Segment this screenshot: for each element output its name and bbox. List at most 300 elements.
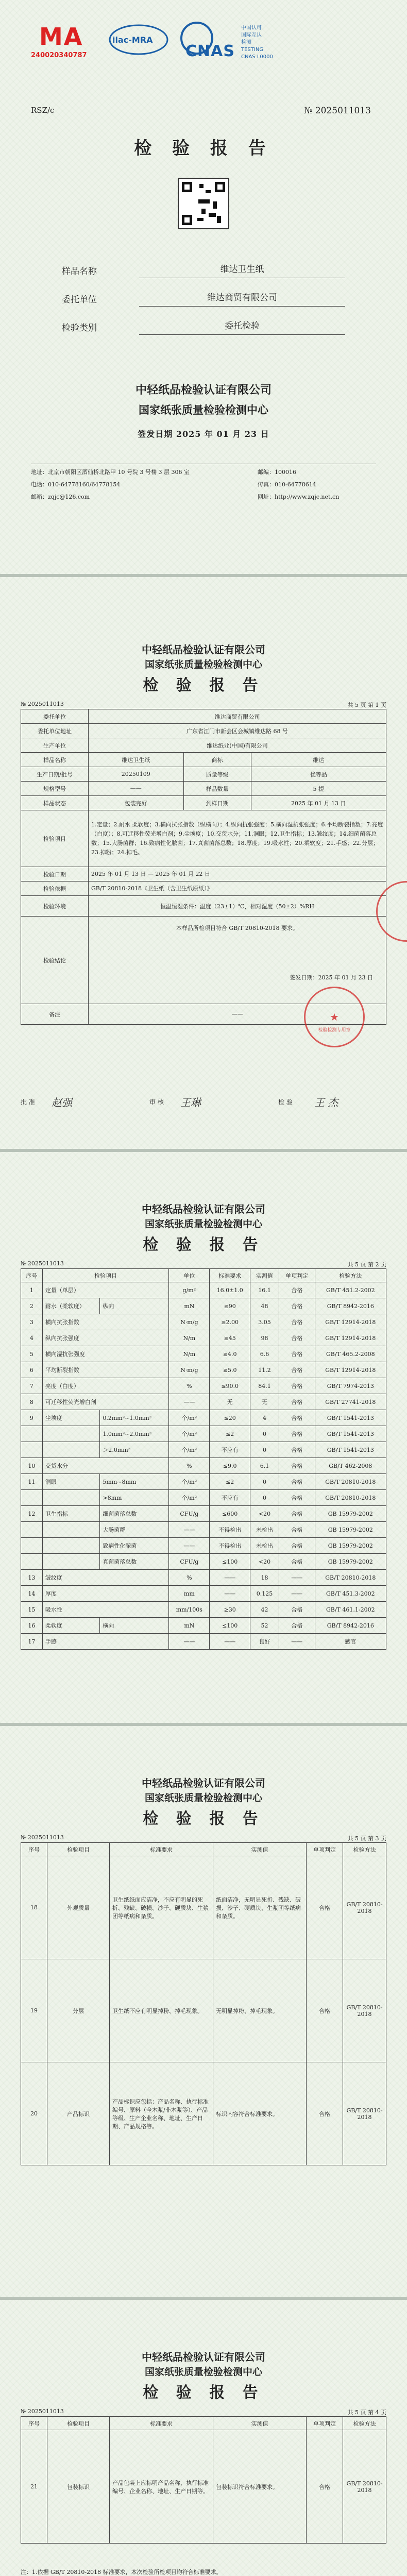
page-header-org: 中轻纸品检验认证有限公司 bbox=[142, 1203, 265, 1215]
cell-label: 生产单位 bbox=[21, 738, 89, 753]
page-header-title: 检 验 报 告 bbox=[143, 1810, 264, 1828]
cell-method: GB/T 20810-2018 bbox=[315, 1490, 386, 1506]
cell-measured: 6.6 bbox=[250, 1346, 279, 1362]
cell-item: 横向抗张指数 bbox=[42, 1314, 169, 1330]
cell-index: 17 bbox=[21, 1634, 43, 1650]
table-header-row bbox=[21, 1843, 386, 1856]
table-header-row bbox=[21, 2417, 386, 2430]
cell-value: 广东省江门市新会区会城镇维达路 68 号 bbox=[89, 724, 386, 738]
cell-item: 柔软度 bbox=[42, 1618, 100, 1634]
cell-label: 检验结论 bbox=[21, 917, 89, 1004]
cell-index: 6 bbox=[21, 1362, 43, 1378]
field-value: 维达商贸有限公司 bbox=[139, 290, 345, 307]
cell-label: 样品数量 bbox=[183, 782, 251, 796]
cell-unit: N/m bbox=[169, 1330, 210, 1346]
stamp-text: 检验检测专用章 bbox=[318, 1028, 351, 1033]
cell-label: 检验环境 bbox=[21, 896, 89, 917]
cell-label: 商标 bbox=[183, 753, 251, 767]
report-number: № 2025011013 bbox=[21, 2408, 64, 2415]
cell-unit: % bbox=[169, 1378, 210, 1394]
table-row bbox=[21, 1378, 386, 1394]
cell-judgement: 合格 bbox=[307, 2062, 343, 2165]
cell-judgement: 合格 bbox=[279, 1506, 315, 1522]
cell-subitem: 细菌菌落总数 bbox=[100, 1506, 169, 1522]
table-row bbox=[21, 1426, 386, 1442]
cell-measured: 16.1 bbox=[250, 1282, 279, 1298]
reviewer-label: 审 核 bbox=[149, 1098, 164, 1106]
cell-index: 19 bbox=[21, 1959, 47, 2062]
cell-item: 耐水（柔软度） bbox=[42, 1298, 100, 1314]
col-header: 检验方法 bbox=[343, 1843, 386, 1856]
cell-subitem: 横向 bbox=[100, 1618, 169, 1634]
cell-measured: 18 bbox=[250, 1570, 279, 1586]
cell-label: 规格型号 bbox=[21, 782, 89, 796]
cell-item: 定量（单层） bbox=[42, 1282, 169, 1298]
cell-item bbox=[42, 1490, 100, 1506]
cell-judgement: 合格 bbox=[279, 1330, 315, 1346]
table-row bbox=[21, 1362, 386, 1378]
cell-index: 18 bbox=[21, 1856, 47, 1959]
table-row bbox=[21, 1346, 386, 1362]
cell-judgement: —— bbox=[279, 1586, 315, 1602]
cell-index: 8 bbox=[21, 1394, 43, 1410]
cell-measured: 未检出 bbox=[250, 1522, 279, 1538]
cell-measured: 0 bbox=[250, 1442, 279, 1458]
cell-requirement: 不应有 bbox=[210, 1490, 250, 1506]
conclusion-text: 本样品所检项目符合 GB/T 20810-2018 要求。 bbox=[176, 925, 299, 931]
cell-index: 21 bbox=[21, 2430, 47, 2544]
cell-unit: 个/m² bbox=[169, 1490, 210, 1506]
table-row bbox=[21, 1570, 386, 1586]
cell-unit: 个/m² bbox=[169, 1410, 210, 1426]
cell-subitem: >8mm bbox=[100, 1490, 169, 1506]
cell-method: GB/T 20810-2018 bbox=[343, 2062, 386, 2165]
table-row bbox=[21, 796, 386, 810]
table-row bbox=[21, 1634, 386, 1650]
cell-subitem: 纵向 bbox=[100, 1298, 169, 1314]
cell-method: GB/T 20810-2018 bbox=[343, 2430, 386, 2544]
inspection-type-row bbox=[62, 314, 345, 335]
table-row bbox=[21, 1282, 386, 1298]
cell-item: 外观质量 bbox=[47, 1856, 110, 1959]
cell-method: GB/T 451.2-2002 bbox=[315, 1282, 386, 1298]
address: 地址：北京市朝阳区酒仙桥北路甲 10 号院 3 号楼 3 层 306 室 bbox=[31, 469, 190, 476]
cell-method: 感官 bbox=[315, 1634, 386, 1650]
col-header: 序号 bbox=[21, 1269, 43, 1282]
table-row bbox=[21, 1856, 386, 1959]
table-row bbox=[21, 1410, 386, 1426]
report-title: 检 验 报 告 bbox=[134, 138, 273, 159]
cell-requirement: ≥5.0 bbox=[210, 1362, 250, 1378]
table-row bbox=[21, 767, 386, 782]
page-number: 共 5 页 第 4 页 bbox=[347, 2409, 386, 2416]
cnas-sub-line: 国际互认 bbox=[241, 32, 262, 38]
cell-unit: —— bbox=[169, 1538, 210, 1554]
approver-label: 批 准 bbox=[21, 1098, 35, 1106]
col-header: 检验项目 bbox=[42, 1269, 169, 1282]
table-row bbox=[21, 1298, 386, 1314]
cell-method: GB/T 1541-2013 bbox=[315, 1410, 386, 1426]
cell-judgement: 合格 bbox=[279, 1490, 315, 1506]
cell-measured: 52 bbox=[250, 1618, 279, 1634]
cell-item: 产品标识 bbox=[47, 2062, 110, 2165]
cnas-sub-line: CNAS L0000 bbox=[241, 54, 273, 60]
table-row bbox=[21, 1442, 386, 1458]
page-number: 共 5 页 第 3 页 bbox=[347, 1835, 386, 1842]
cell-measured: 0 bbox=[250, 1426, 279, 1442]
cell-value: 5 提 bbox=[251, 782, 386, 796]
email: 邮箱：zqjc@126.com bbox=[31, 494, 90, 500]
reviewer-signature: 王琳 bbox=[180, 1096, 201, 1109]
cell-index: 13 bbox=[21, 1570, 43, 1586]
cell-index: 1 bbox=[21, 1282, 43, 1298]
cell-unit: mN bbox=[169, 1618, 210, 1634]
table-row bbox=[21, 709, 386, 724]
results-table-body bbox=[21, 1856, 386, 2165]
tester-label: 检 验 bbox=[278, 1098, 293, 1106]
inspection-items: 1.定量；2.耐水 柔软度；3.横向抗张指数（纵横向）；4.纵向抗张强度；5.横向湿抗张强度；6.平均断裂指数；7.亮度（白度）；8.可迁移性荧光增白剂；9.尘埃度；10.交货水分；11.洞眼；12.卫生指标；13.皱纹度；14.细菌菌落总数；15.大肠菌群；16.致病性化脓菌；17.真菌菌落总数；18.厚度；19.吸水性；20.柔软度；21.手感；22.分层；23.掉粉；24.掉毛。 bbox=[89, 810, 386, 867]
table-row bbox=[21, 1314, 386, 1330]
cell-value: 2025 年 01 月 13 日 — 2025 年 01 月 22 日 bbox=[89, 867, 386, 882]
table-row bbox=[21, 1522, 386, 1538]
cell-subitem: 0.2mm²~1.0mm² bbox=[100, 1410, 169, 1426]
cell-unit: 个/m² bbox=[169, 1426, 210, 1442]
table-row bbox=[21, 867, 386, 882]
table-row bbox=[21, 1602, 386, 1618]
cell-item bbox=[42, 1554, 100, 1570]
col-header: 标准要求 bbox=[110, 2417, 213, 2430]
cell-item: 手感 bbox=[42, 1634, 169, 1650]
results-table-body bbox=[21, 2430, 386, 2544]
cell-subitem: 真菌菌落总数 bbox=[100, 1554, 169, 1570]
cell-measured: 0 bbox=[250, 1474, 279, 1490]
cell-requirement: ≤100 bbox=[210, 1618, 250, 1634]
cell-item: 包装标识 bbox=[47, 2430, 110, 2544]
info-table bbox=[21, 709, 386, 1025]
org-name: 中轻纸品检验认证有限公司 bbox=[135, 383, 272, 397]
cell-unit: N/m bbox=[169, 1346, 210, 1362]
table-row bbox=[21, 882, 386, 896]
cell-item: 横向湿抗张强度 bbox=[42, 1346, 169, 1362]
cell-requirement: ≤600 bbox=[210, 1506, 250, 1522]
report-page-1 bbox=[0, 577, 407, 1149]
page-header-sub: 国家纸张质量检验检测中心 bbox=[144, 1218, 262, 1230]
cell-unit: —— bbox=[169, 1634, 210, 1650]
cell-index bbox=[21, 1442, 43, 1458]
approver-signature: 赵强 bbox=[52, 1096, 72, 1109]
cell-item: 尘埃度 bbox=[42, 1410, 100, 1426]
cell-method: GB/T 7974-2013 bbox=[315, 1378, 386, 1394]
sample-name-row bbox=[62, 258, 345, 278]
cell-requirement: —— bbox=[210, 1586, 250, 1602]
page-header-org: 中轻纸品检验认证有限公司 bbox=[142, 2351, 265, 2363]
cell-requirement: 卫生纸不应有明显掉粉、掉毛现象。 bbox=[110, 1959, 213, 2062]
cell-judgement: 合格 bbox=[279, 1314, 315, 1330]
table-row bbox=[21, 2430, 386, 2544]
cell-label: 检验日期 bbox=[21, 867, 89, 882]
page-header-sub: 国家纸张质量检验检测中心 bbox=[144, 659, 262, 670]
cell-index: 12 bbox=[21, 1506, 43, 1522]
cell-method: GB/T 8942-2016 bbox=[315, 1618, 386, 1634]
cell-judgement: 合格 bbox=[279, 1362, 315, 1378]
cell-item: 分层 bbox=[47, 1959, 110, 2062]
cnas-subtext bbox=[241, 25, 273, 61]
cell-measured: <20 bbox=[250, 1506, 279, 1522]
cell-requirement: ≤2 bbox=[210, 1426, 250, 1442]
cell-value: GB/T 20810-2018《卫生纸（含卫生纸原纸）》 bbox=[89, 882, 386, 896]
cell-judgement: 合格 bbox=[279, 1282, 315, 1298]
cell-unit: % bbox=[169, 1458, 210, 1474]
inspection-stamp bbox=[304, 987, 365, 1047]
cell-judgement: 合格 bbox=[279, 1426, 315, 1442]
cell-unit: mm/100s bbox=[169, 1602, 210, 1618]
cell-method: GB/T 451.3-2002 bbox=[315, 1586, 386, 1602]
qr-code-icon[interactable] bbox=[178, 178, 229, 229]
field-label: 样品名称 bbox=[62, 266, 97, 277]
page-header-sub: 国家纸张质量检验检测中心 bbox=[144, 1792, 262, 1804]
cell-requirement: ≤100 bbox=[210, 1554, 250, 1570]
cell-label: 到样日期 bbox=[183, 796, 251, 810]
col-header: 检验项目 bbox=[47, 2417, 110, 2430]
note-line: 注：1.依据 GB/T 20810-2018 标准要求，本次检验所检项目均符合标准要求。 bbox=[21, 2569, 222, 2575]
cell-judgement: 合格 bbox=[279, 1554, 315, 1570]
report-number: № 2025011013 bbox=[21, 701, 64, 707]
col-header: 检验方法 bbox=[343, 2417, 386, 2430]
table-row bbox=[21, 1538, 386, 1554]
cell-index: 2 bbox=[21, 1298, 43, 1314]
cell-index bbox=[21, 1538, 43, 1554]
page-number: 共 5 页 第 2 页 bbox=[347, 1261, 386, 1268]
cell-judgement: 合格 bbox=[279, 1346, 315, 1362]
cell-item: 卫生指标 bbox=[42, 1506, 100, 1522]
cell-value: 20250109 bbox=[89, 767, 184, 782]
table-row bbox=[21, 1554, 386, 1570]
report-page-4 bbox=[0, 2300, 407, 2576]
page-header-org: 中轻纸品检验认证有限公司 bbox=[142, 643, 265, 656]
cell-method: GB/T 12914-2018 bbox=[315, 1330, 386, 1346]
cell-measured: 3.05 bbox=[250, 1314, 279, 1330]
cell-measured: <20 bbox=[250, 1554, 279, 1570]
cell-label: 委托单位地址 bbox=[21, 724, 89, 738]
cell-method: GB 15979-2002 bbox=[315, 1522, 386, 1538]
cell-item: 洞眼 bbox=[42, 1474, 100, 1490]
cell-value: —— bbox=[89, 1004, 386, 1025]
cell-item: 厚度 bbox=[42, 1586, 169, 1602]
cell-judgement: 合格 bbox=[279, 1298, 315, 1314]
table-row bbox=[21, 1959, 386, 2062]
cell-subitem: 5mm~8mm bbox=[100, 1474, 169, 1490]
cell-method: GB/T 20810-2018 bbox=[315, 1570, 386, 1586]
results-table bbox=[21, 2416, 386, 2544]
page-number: 共 5 页 第 1 页 bbox=[347, 702, 386, 708]
cell-item bbox=[42, 1538, 100, 1554]
cell-measured: 6.1 bbox=[250, 1458, 279, 1474]
stamp-date: 签发日期：2025 年 01 月 23 日 bbox=[290, 974, 373, 981]
cell-measured: 48 bbox=[250, 1298, 279, 1314]
cnas-logo-text: CNAS bbox=[185, 42, 235, 60]
ilac-logo-text: ilac-MRA bbox=[112, 35, 153, 45]
col-header: 单项判定 bbox=[279, 1269, 315, 1282]
cell-label: 生产日期/批号 bbox=[21, 767, 89, 782]
cell-index bbox=[21, 1490, 43, 1506]
cell-requirement: 产品标识应包括：产品名称、执行标准编号、原料（全木浆/非木浆等）、产品等级、生产企业名称、地址、生产日期、产品规格等。 bbox=[110, 2062, 213, 2165]
cell-requirement: ≥30 bbox=[210, 1602, 250, 1618]
col-header: 序号 bbox=[21, 2417, 47, 2430]
report-number: № 2025011013 bbox=[21, 1260, 64, 1267]
cell-requirement: ≤20 bbox=[210, 1410, 250, 1426]
cell-index bbox=[21, 1554, 43, 1570]
cell-requirement: 不应有 bbox=[210, 1442, 250, 1458]
col-header: 实测值 bbox=[213, 2417, 307, 2430]
certification-logos bbox=[31, 21, 278, 67]
page-header-title: 检 验 报 告 bbox=[143, 2384, 264, 2402]
cell-label: 委托单位 bbox=[21, 709, 89, 724]
cell-method: GB 15979-2002 bbox=[315, 1554, 386, 1570]
cell-unit: % bbox=[169, 1570, 210, 1586]
cell-unit: 个/m² bbox=[169, 1442, 210, 1458]
page-header-title: 检 验 报 告 bbox=[143, 676, 264, 694]
results-table bbox=[21, 1842, 386, 2165]
cell-item bbox=[42, 1522, 100, 1538]
cell-method: GB/T 20810-2018 bbox=[343, 1856, 386, 1959]
col-header: 单项判定 bbox=[307, 2417, 343, 2430]
cell-unit: CFU/g bbox=[169, 1554, 210, 1570]
col-header: 检验方法 bbox=[315, 1269, 386, 1282]
cell-requirement: 不得检出 bbox=[210, 1522, 250, 1538]
cell-measured: 无 bbox=[250, 1394, 279, 1410]
cell-item bbox=[42, 1426, 100, 1442]
website: 网址：http://www.zqjc.net.cn bbox=[258, 494, 340, 500]
cell-index: 11 bbox=[21, 1474, 43, 1490]
stamp-star-icon: ★ bbox=[330, 1011, 339, 1023]
cell-item bbox=[42, 1442, 100, 1458]
cell-unit: N·m/g bbox=[169, 1362, 210, 1378]
cell-unit: g/m² bbox=[169, 1282, 210, 1298]
cell-measured: 未检出 bbox=[250, 1538, 279, 1554]
cell-method: GB/T 1541-2013 bbox=[315, 1442, 386, 1458]
table-row bbox=[21, 1474, 386, 1490]
cell-measured: 11.2 bbox=[250, 1362, 279, 1378]
report-number: № 2025011013 bbox=[304, 106, 371, 116]
report-number: № 2025011013 bbox=[21, 1834, 64, 1841]
cell-judgement: 合格 bbox=[279, 1442, 315, 1458]
cell-index: 14 bbox=[21, 1586, 43, 1602]
cell-method: GB 15979-2002 bbox=[315, 1506, 386, 1522]
cell-requirement: ≤2 bbox=[210, 1474, 250, 1490]
cell-method: GB 15979-2002 bbox=[315, 1538, 386, 1554]
table-row bbox=[21, 1586, 386, 1602]
report-notes bbox=[21, 2568, 381, 2576]
cell-measured: 纸面洁净，无明显死折、残缺、破损、沙子、硬质块、生浆团等纸病和杂质。 bbox=[213, 1856, 307, 1959]
cell-judgement: 合格 bbox=[279, 1394, 315, 1410]
table-row bbox=[21, 1490, 386, 1506]
cell-method: GB/T 8942-2016 bbox=[315, 1298, 386, 1314]
cell-measured: 无明显掉粉、掉毛现象。 bbox=[213, 1959, 307, 2062]
postcode: 邮编：100016 bbox=[258, 469, 296, 476]
table-row bbox=[21, 810, 386, 867]
cell-index: 20 bbox=[21, 2062, 47, 2165]
field-label: 检验类别 bbox=[62, 323, 97, 333]
cell-method: GB/T 465.2-2008 bbox=[315, 1346, 386, 1362]
table-row bbox=[21, 738, 386, 753]
cell-judgement: 合格 bbox=[279, 1410, 315, 1426]
field-value: 维达卫生纸 bbox=[139, 262, 345, 278]
cell-value: —— bbox=[89, 782, 184, 796]
cell-method: GB/T 462-2008 bbox=[315, 1458, 386, 1474]
cell-value: 包装完好 bbox=[89, 796, 184, 810]
sign-date: 签发日期 2025 年 01 月 23 日 bbox=[138, 429, 269, 439]
cell-value: 优等品 bbox=[251, 767, 386, 782]
cell-judgement: 合格 bbox=[279, 1474, 315, 1490]
cell-judgement: 合格 bbox=[307, 1959, 343, 2062]
cell-method: GB/T 27741-2018 bbox=[315, 1394, 386, 1410]
cell-item: 吸水性 bbox=[42, 1602, 169, 1618]
table-row bbox=[21, 782, 386, 796]
report-page-3 bbox=[0, 1726, 407, 2297]
cell-measured: 0.125 bbox=[250, 1586, 279, 1602]
page-header-title: 检 验 报 告 bbox=[143, 1236, 264, 1254]
cell-measured: 42 bbox=[250, 1602, 279, 1618]
ma-logo bbox=[31, 21, 93, 62]
cell-value: 维达 bbox=[251, 753, 386, 767]
cell-unit: mm bbox=[169, 1586, 210, 1602]
cell-requirement: ≤90 bbox=[210, 1298, 250, 1314]
cell-unit: —— bbox=[169, 1394, 210, 1410]
cell-value: 维达卫生纸 bbox=[89, 753, 184, 767]
cell-index: 4 bbox=[21, 1330, 43, 1346]
cell-judgement: 合格 bbox=[279, 1602, 315, 1618]
table-row bbox=[21, 753, 386, 767]
contact-info bbox=[31, 464, 376, 503]
cnas-sub-line: TESTING bbox=[241, 47, 264, 53]
cell-requirement: ≤90.0 bbox=[210, 1378, 250, 1394]
org-subname: 国家纸张质量检验检测中心 bbox=[139, 403, 268, 416]
cell-method: GB/T 461.1-2002 bbox=[315, 1602, 386, 1618]
cell-label: 检验依据 bbox=[21, 882, 89, 896]
page-header-org: 中轻纸品检验认证有限公司 bbox=[142, 1777, 265, 1789]
col-header: 标准要求 bbox=[110, 1843, 213, 1856]
cell-item: 亮度（白度） bbox=[42, 1378, 169, 1394]
cell-index: 3 bbox=[21, 1314, 43, 1330]
cell-index: 15 bbox=[21, 1602, 43, 1618]
client-row bbox=[62, 286, 345, 307]
cell-label: 质量等级 bbox=[183, 767, 251, 782]
cell-measured: 良好 bbox=[250, 1634, 279, 1650]
col-header: 单位 bbox=[169, 1269, 210, 1282]
cell-unit: 个/m² bbox=[169, 1474, 210, 1490]
cell-judgement: 合格 bbox=[279, 1522, 315, 1538]
cell-requirement: —— bbox=[210, 1570, 250, 1586]
cell-item: 纵向抗张强度 bbox=[42, 1330, 169, 1346]
cell-method: GB/T 12914-2018 bbox=[315, 1314, 386, 1330]
cell-judgement: 合格 bbox=[279, 1538, 315, 1554]
cell-method: GB/T 12914-2018 bbox=[315, 1362, 386, 1378]
table-row bbox=[21, 1506, 386, 1522]
cnas-sub-line: 中国认可 bbox=[241, 25, 262, 31]
fax: 传真：010-64778614 bbox=[258, 481, 316, 488]
cell-subitem: 1.0mm²~2.0mm² bbox=[100, 1426, 169, 1442]
cell-requirement: 产品包装上应标明产品名称、执行标准编号、企业名称、地址、生产日期等。 bbox=[110, 2430, 213, 2544]
col-header: 单项判定 bbox=[307, 1843, 343, 1856]
cell-value: 2025 年 01 月 13 日 bbox=[251, 796, 386, 810]
cell-judgement: 合格 bbox=[279, 1458, 315, 1474]
cell-value: 恒温恒湿条件：温度（23±1）℃，相对湿度（50±2）%RH bbox=[89, 896, 386, 917]
table-row bbox=[21, 2062, 386, 2165]
cell-judgement: 合格 bbox=[279, 1618, 315, 1634]
cell-index: 5 bbox=[21, 1346, 43, 1362]
cell-judgement: 合格 bbox=[307, 1856, 343, 1959]
cell-index: 16 bbox=[21, 1618, 43, 1634]
